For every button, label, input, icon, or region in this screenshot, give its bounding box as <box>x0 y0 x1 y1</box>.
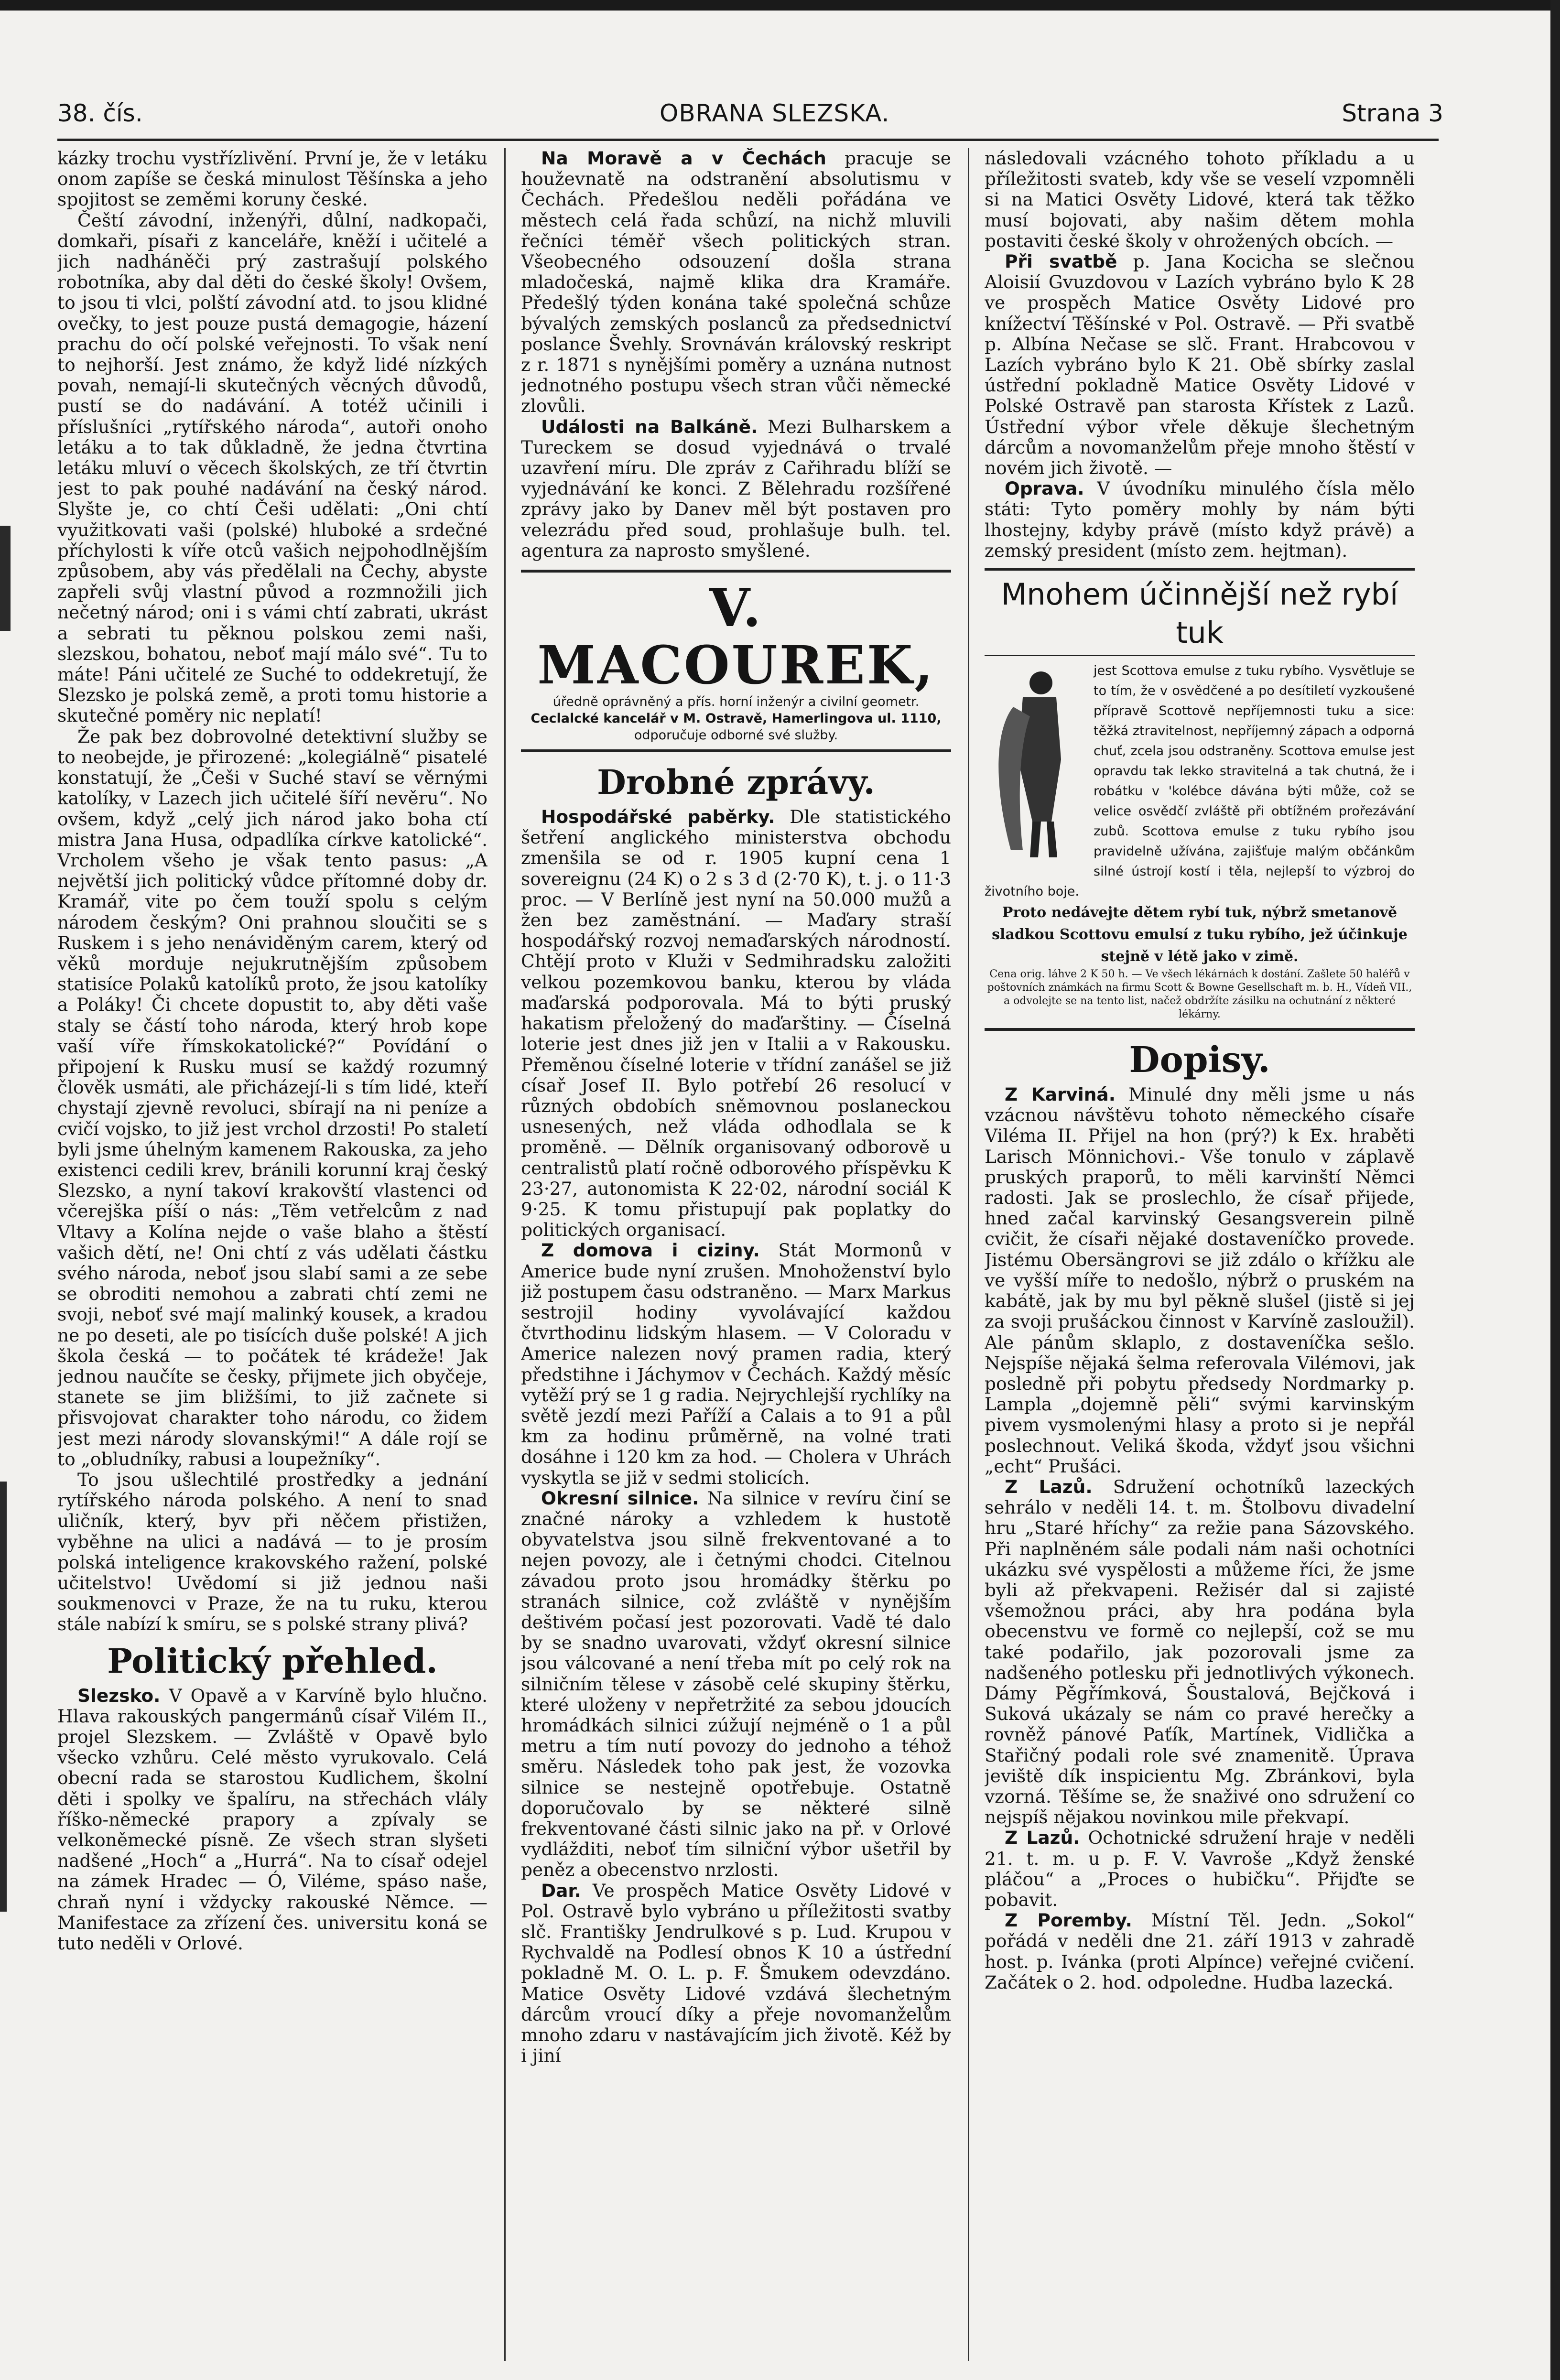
item-text: Minulé dny měli jsme u nás vzácnou návštěvu tohoto německého císaře Viléma II. Přijel na hon (prý?) k Ex. hraběti Larisch Mönnichovi.- Vše tonulo v záplavě pruských praporů, to měli karvinští Němci radosti. Jak se proslechlo, že císař přijede, hned začal karvinský Gesangsverein pilně cvičit, že císaři nějaké dostaveníčko provede. Jistému Obersängrovi se již zdálo o křížku ale ve vyšší míře to nedošlo, nýbrž o pruském na kabátě, jak by mu byl pěkně slušel (jistě si jej za svoji prušáckou činnost v Karvíně zasloužil). Ale pánům sklaplo, z dostaveníčka sešlo. Nejspíše nějaká šelma referovala Vilémovi, jak posledně při pobytu předsedy Nordmarky p. Lampla „dojemně pěli“ svými karvinským pivem vysmolenými hlasy a proto si je nepřál poslechnout. Veliká škoda, vždyť jsou všichni „echt“ Prušáci. <box>985 1084 1415 1477</box>
news-item <box>985 1910 1415 1993</box>
news-item <box>521 1881 951 2066</box>
scan-right-edge <box>1550 0 1560 2380</box>
item-text: Ve prospěch Matice Osvěty Lidové v Pol. Ostravě bylo vybráno u příležitosti svatby slč. Františky Jendrulkové s p. Lud. Krupou v Rychvaldě na Podlesí obnos K 10 a ústřední pokladně M. O. L. p. F. Šmukem odevzdáno. Matice Osvěty Lidové vzdává šlechetným dárcům vroucí díky a přeje novomanželům mnoho zdaru v nastávajícím jich životě. Kéž by i jiní <box>521 1880 951 2066</box>
advertisement-scott-emulsion <box>985 568 1415 1031</box>
news-item <box>57 1686 488 1954</box>
paragraph: Čeští závodní, inženýři, důlní, nadkopači, domkaři, písaři z kanceláře, kněží i učitelé a jich nadháněči prý zastrašují polského robotníka, aby dal děti do české školy! Ovšem, to jsou ti vlci, polští závodní atd. to jsou klidné ovečky, to jest pouze pustá demagogie, házení prachu do očí polské veřejnosti. To však není to nejhorší. Jest známo, že když lidé nízkých povah, nemají-li skutečných věcných důvodů, pustí se do nadávání. A totéž učinili i příslušníci „rytířského národa“, autoři onoho letáku a to tak důkladně, že jedna čtvrtina letáku mluví o věcech školských, ze tří čtvrtin jest to pak pouhé nadávání na český národ. Slyšte je, co chtí Češi udělati: „Oni chtí využitkovati vaši (polské) hluboké a srdečné příchylosti k víře otců vašich nejpohodlnějším způsobem, aby vás předělali na Čechy, abyste zapřeli svůj vlastní původ a rozmnožili jich nečetný národ; oni i s vámi chtí zabrati, ukrást a sebrati tu pěknou polskou zemi naši, slezskou, bohatou, neboť mají málo své“. Tu to máte! Páni učitelé ze Suché to oddekretují, že Slezsko je polská země, a proti tomu historie a skutečné poměry nic neplatí! <box>57 209 488 726</box>
header-rule <box>57 139 1439 141</box>
item-text: pracuje se houževnatě na odstranění absolutismu v Čechách. Předešlou neděli pořádána ve městech celá řada schůzí, na nichž mluvili řečníci téměř všech politických stran. Všeobecného odsouzení došla strana mladočeská, najmě klika dra Kramáře. Předešlý týden konána také společná schůze bývalých zemských poslanců za předsednictví poslance Švehly. Srovnáván královský reskript z r. 1871 s nynějšími poměry a uznána nutnost jednotného postupu všech stran vůči německé zlovůli. <box>521 148 951 417</box>
column-3 <box>985 148 1415 2361</box>
ad-line: Ceclalcké kancelář v M. Ostravě, Hamerlingova ul. 1110, <box>531 711 942 726</box>
item-text: V Opavě a v Karvíně bylo hlučno. Hlava rakouských pangermánů císař Vilém II., projel Slezskem. — Zvláště v Opavě bylo všecko vzhůru. Celé město vyrukovalo. Celá obecní rada se starostou Kudlichem, školní děti i spolky ve špalíru, na střechách vlály říško-německé prapory a zpívaly se velkoněmecké písně. Ze všech stran slyšeti nadšené „Hoch“ a „Hurrá“. Na to císař odejel na zámek Hradec — Ó, Viléme, spáso naše, chraň nyní i vždycky rakouské Němce. — Manifestace za zřízení čes. universitu koná se tuto neděli v Orlové. <box>57 1685 488 1954</box>
news-item <box>521 1488 951 1881</box>
ad-slogan: Proto nedávejte dětem rybí tuk, nýbrž smetanově sladkou Scottovu emulsí z tuku rybího, jež účinkuje stejně v létě jako v zimě. <box>992 904 1408 965</box>
column-1 <box>57 148 488 2361</box>
item-lead: Dar. <box>541 1880 581 1901</box>
paragraph: následovali vzácného tohoto příkladu a u příležitosti svateb, kdy vše se veselí vzpomněli si na Matici Osvěty Lidové, která tak těžko musí bojovati, aby našim dětem mohla postaviti české školy v ohrožených obcích. — <box>985 148 1415 251</box>
news-item <box>521 807 951 1240</box>
item-lead: Oprava. <box>1005 478 1084 499</box>
news-item <box>985 1828 1415 1910</box>
item-lead: Události na Balkáně. <box>541 416 758 437</box>
news-item <box>521 148 951 417</box>
item-lead: Z Poremby. <box>1005 1910 1132 1931</box>
column-divider <box>968 148 969 2361</box>
paragraph: Že pak bez dobrovolné detektivní služby se to neobejde, je přirozené: „kolegiálně“ pisatelé konstatují, že „Češi v Suché staví se věrnými katolíky, v Lazech jich učitelé šíří nevěru“. No ovšem, když „celý jich národ jako boha ctí mistra Jana Husa, odpadlíka církve katolické“. Vrcholem všeho je však tento pasus: „A největší jich politický vůdce přítomné doby dr. Kramář, vite po čem touží spolu s celým národem českým? Oni prahnou sloučiti se s Ruskem i s jeho nenáviděným carem, který od věků morduje nejukrutnějším způsobem statisíce Polaků katolíků proto, že jsou katolíky a Poláky! Či chcete dopustit to, aby děti vaše staly se částí toho národa, který hrob kope vaší víře římskokatolické?“ Povídání o připojení k Rusku musí se každý rozumný člověk usmáti, ale přicházejí-li s tím lidé, kteří chystají zjevně revoluci, sbírají na ni peníze a cvičí vojsko, to již jest vrchol drzosti! Po staletí byli jsme úhelným kamenem Rakouska, za jeho existenci cedili krev, bránili korunní kraj český Slezsko, a nyní takoví krakovští vlastenci od včerejška píší o nás: „Těm vetřelcům z nad Vltavy a Kolína nejde o vaše blaho a štěstí vašich dětí, ne! Oni chtí z vás udělati částku svého národa, neboť jsou slabí sami a ze sebe se obroditi nemohou a zabrati chtí zemi ne svoji, neboť své mají malinký kousek, a kradou ne po deseti, ale po tisících duše polské! A jich škola česká — to počátek té krádeže! Jak jednou naučíte se česky, přijmete jich obyčeje, stanete se jim bližšími, to již začnete si přisvojovat charakter toho národu, co židem jest mezi národy slovanskými!“ A dále rojí se to „obludníky, rabusi a loupežníky“. <box>57 725 488 1470</box>
news-item <box>985 1084 1415 1477</box>
item-lead: Při svatbě <box>1005 251 1117 272</box>
item-lead: Okresní silnice. <box>541 1487 699 1509</box>
newspaper-title: OBRANA SLEZSKA. <box>660 99 890 127</box>
news-item <box>521 1240 951 1488</box>
advertisement-macourek <box>521 570 951 752</box>
page-number: Strana 3 <box>1342 99 1443 127</box>
item-text: V úvodníku minulého čísla mělo státi: Tyto poměry mohly by nám býti lhostejny, kdyby právě (místo když právě) a zemský president (místo zem. hejtman). <box>985 478 1415 561</box>
scan-margin-mark <box>0 526 11 631</box>
fisherman-with-fish-icon <box>985 664 1085 860</box>
item-text: Sdružení ochotníků lazeckých sehrálo v neděli 14. t. m. Štolbovu divadelní hru „Staré hříchy“ za režie pana Sázovského. Při naplněném sále podali nám naši ochotníci ukázku své vyspělosti a můžeme říci, že jsme byli až překvapeni. Režisér dal si zajisté všemožnou práci, aby hra podána byla obecenstvu ve formě co nejlepší, což se mu také podařilo, jak pozorovali jsme za nadšeného potlesku při jednotlivých výkonech. Dámy Pěgřímková, Šoustalová, Bejčková i Suková ukázaly se nám co pravé herečky a rovněž pánové Paťík, Martínek, Vidlička a Stařičný podali role své znamenitě. Úprava jeviště dík inspicientu Mg. Zbránkovi, byla vzorná. Těšíme se, že snaživé ono sdružení co nejspíš nějakou novinkou mile překvapí. <box>985 1476 1415 1828</box>
item-text: p. Jana Kocicha se slečnou Aloisií Gvuzdovou v Lazích vybráno bylo K 28 ve prospěch Matice Osvěty Lidové pro knížectví Těšínské v Pol. Ostravě. — Při svatbě p. Albína Nečase se slč. Frant. Hrabcovou v Lazích vybráno bylo K 21. Obě sbírky zaslal ústřední pokladně Matice Osvěty Lidové v Polské Ostravě pan starosta Křístek z Lazů. Ústřední výbor vřele děkuje šlechetným dárcům a novomanželům přeje mnoho štěstí v novém jich životě. — <box>985 251 1415 479</box>
paragraph: kázky trochu vystřízlivění. První je, že v letáku onom zapíše se česká minulost Těšínska a jeho spojitost se zeměmi koruny české. <box>57 148 488 210</box>
item-text: Na silnice v revíru činí se značné nároky a vzhledem k hustotě obyvatelstva jsou silně frekventované a to nejen povozy, ale i četnými chodci. Citelnou závadou proto jsou hromádky štěrku po stranách silnice, což zvláště v nynějším deštivém počasí jest pozorovati. Vadě té dalo by se snadno uvarovati, vždyť okresní silnice jsou válcované a není třeba mít po celý rok na silničním tělese v zásobě celé skupiny štěrku, které uloženy v nepřetržité za sebou jdoucích hromádkách silnici zúžují nejméně o 1 a půl metru a tím nutí povozy do jednoho a téhož směru. Následek toho pak jest, že vozovka silnice se nestejně opotřebuje. Ostatně doporučovalo by se některé silně frekventované části silnic jako na př. v Orlové vydlážditi, neboť tím silniční výbor ušetřil by peněz a obecenstvo nrzlosti. <box>521 1487 951 1881</box>
issue-number: 38. čís. <box>57 99 143 127</box>
news-item <box>985 478 1415 561</box>
item-lead: Z Lazů. <box>1005 1827 1080 1849</box>
section-heading-drobne: Drobné zprávy. <box>597 762 875 802</box>
item-text: Dle statistického šetření anglického ministerstva obchodu zmenšila se od r. 1905 kupní cena 1 sovereignu (24 K) o 2 s 3 d (2·70 K), t. j. o 11·3 proc. — V Berlíně jest nyní na 50.000 mužů a žen bez zaměstnání. — Maďary straší hospodářský rozvoj nemaďarských národností. Chtějí proto v Kluži v Sedmihradsku založiti velkou pozemkovou banku, kterou by vláda maďarská podporovala. Má to býti pruský hakatism přeložený do maďarštiny. — Číselná loterie jest dnes již jen v Italii a v Rakousku. Přeměnou číselné loterie v třídní zanášel se již císař Josef II. Bylo potřebí 26 resolucí v různých obdobích sněmovnou poslaneckou usnesených, než vláda odhodlala se k proměně. — Dělník organisovaný odborově u centralistů platí ročně odborového příspěvku K 23·27, autonomista K 22·02, národní sociál K 9·25. K tomu přistupují pak poplatky do politických organisací. <box>521 806 951 1241</box>
item-lead: Z Karviná. <box>1005 1084 1116 1105</box>
scan-margin-mark <box>0 1482 7 1912</box>
ad-price-note: Cena orig. láhve 2 K 50 h. — Ve všech lékárnách k dostání. Zašlete 50 haléřů v poštovních známkách na firmu Scott & Bowne Gesellschaft m. b. H., Vídeň VII., a odvolejte se na tento list, načež obdržíte zásilku na ochutnání z některé lékárny. <box>987 968 1412 1021</box>
page-header <box>57 99 1443 133</box>
ad-line: úředně oprávněný a přís. horní inženýr a civilní geometr. <box>552 694 920 710</box>
scan-top-edge <box>0 0 1560 11</box>
item-text: Stát Mormonů v Americe bude nyní zrušen. Mnohoženství bylo již postupem času odstraněno. — Marx Markus sestrojil hodiny vyvolávající každou čtvrthodinu lidským hlasem. — V Coloradu v Americe nalezen nový pramen radia, který předstihne i Jáchymov v Čechách. Každý měsíc vytěží prý se 1 g radia. Nejrychlejší rychlíky na světě jezdí mezi Paříží a Calais a to 91 a půl km za hodinu průměrně, na volné trati dosáhne i 120 km za hod. — Cholera v Uhrách vyskytla se již v sedmi stolicích. <box>521 1240 951 1488</box>
item-text: Mezi Bulharskem a Tureckem se dosud vyjednává o trvalé uzavření míru. Dle zpráv z Cařihradu blíží se vyjednávání ke konci. Z Bělehradu rozšířené zprávy jako by Danev měl být postaven pro velezrádu před soud, prohlašuje bulh. tel. agentura za naprosto smyšlené. <box>521 416 951 561</box>
news-item <box>521 417 951 561</box>
paragraph: To jsou ušlechtilé prostředky a jednání rytířského národa polského. A není to snad uličník, který, byv při něčem přistižen, vyběhne na ulici a nadává — to je prosím polská inteligence krakovského ražení, polské učitelstvo! Uvědomí si již jednou naši soukmenovci v Praze, že na tu ruku, kterou stále nabízí k smíru, se s polské strany plivá? <box>57 1469 488 1635</box>
item-text: Ochotnické sdružení hraje v neděli 21. t. m. u p. F. V. Vavroše „Když ženské pláčou“ a „Proces o hubičku“. Přijďte se pobavit. <box>985 1827 1415 1910</box>
section-heading-politicky: Politický přehled. <box>107 1641 438 1681</box>
item-lead: Z Lazů. <box>1005 1476 1093 1497</box>
item-lead: Na Moravě a v Čechách <box>541 148 826 169</box>
ad-headline: Mnohem účinnější než rybí tuk <box>985 575 1415 656</box>
item-text: Místní Těl. Jedn. „Sokol“ pořádá v neděli dne 21. září 1913 v zahradě host. p. Ivánka (proti Alpínce) veřejné cvičení. Začátek o 2. hod. odpoledne. Hudba lazecká. <box>985 1910 1415 1993</box>
ad-line: odporučuje odborné své služby. <box>634 728 838 743</box>
column-2 <box>521 148 951 2361</box>
news-item <box>985 1477 1415 1828</box>
news-item <box>985 251 1415 478</box>
item-lead: Z domova i ciziny. <box>541 1240 760 1261</box>
item-lead: Hospodářské paběrky. <box>541 806 775 828</box>
item-lead: Slezsko. <box>77 1685 161 1706</box>
column-divider <box>504 148 506 2361</box>
ad-body: jest Scottova emulse z tuku rybího. Vysvětluje se to tím, že v osvědčené a po desítiletí vyzkoušené přípravě Scottově nepříjemnosti tuku a sice: těžká ztravitelnost, nepříjemný zápach a odporná chuť, zcela jsou odstraněny. Scottova emulse jest opravdu tak lekko stravitelná a tak chutná, že i robátku v 'kolébce dávána býti může, což se velice osvědčí zvláště při obtížném prořezávání zubů. Scottova emulse z tuku rybího jsou pravidelně užívána, zajišťuje malým občánkům silné ústrojí kostí i těla, nejlepší to výzbroj do životního boje. <box>985 663 1415 899</box>
section-heading-dopisy: Dopisy. <box>1129 1039 1270 1081</box>
ad-name: V. MACOUREK, <box>537 577 935 696</box>
